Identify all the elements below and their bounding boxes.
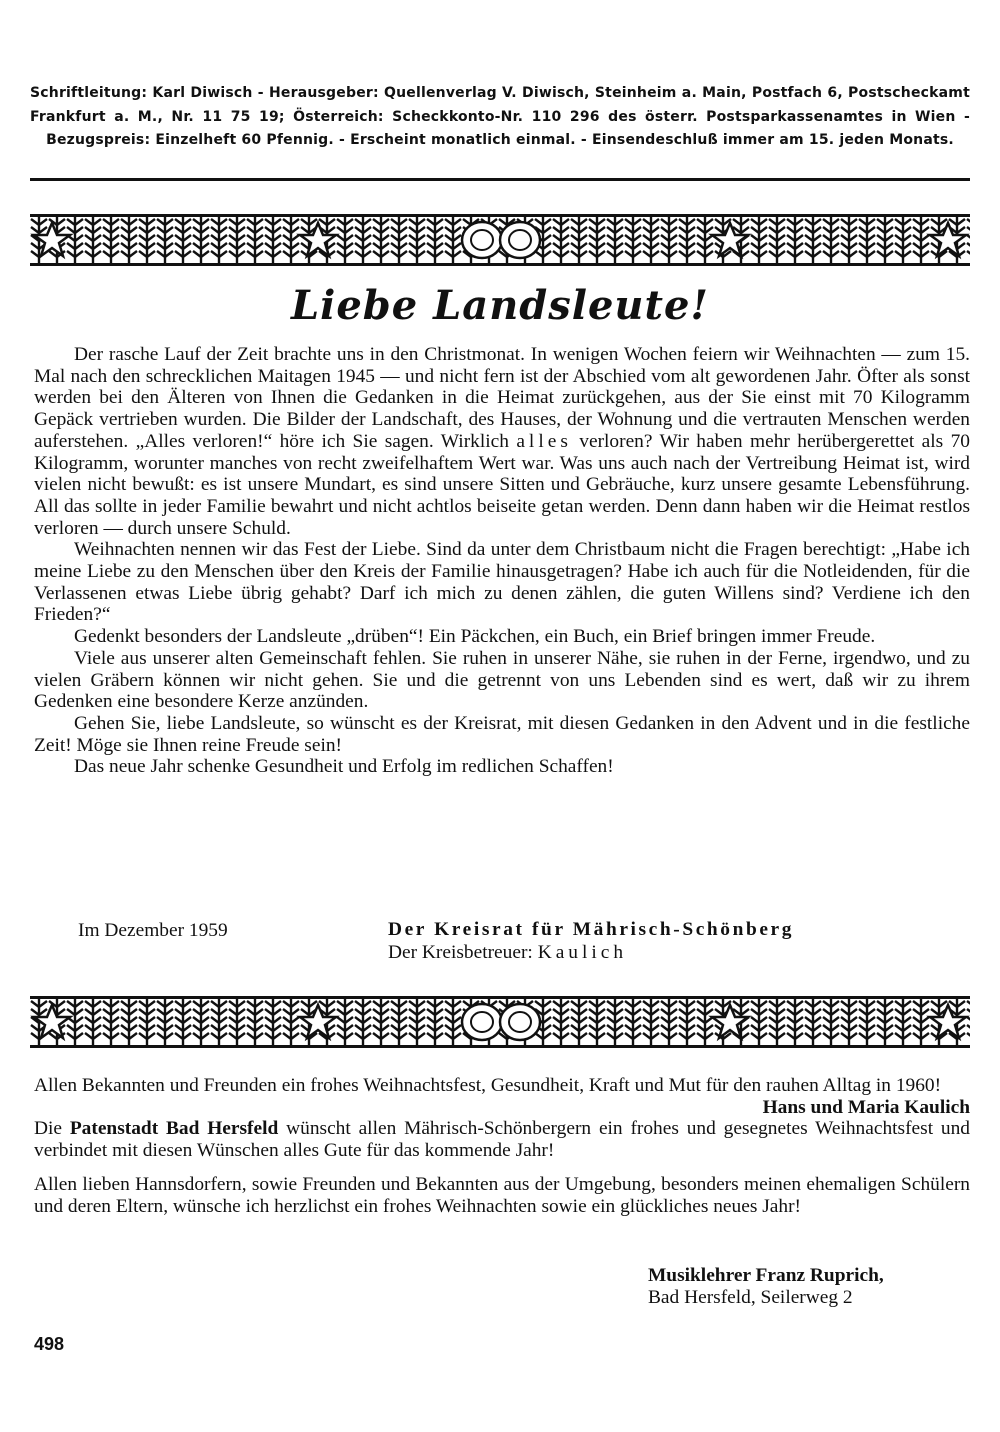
letter-heading: Liebe Landsleute! (291, 282, 709, 329)
page-number: 498 (34, 1334, 65, 1354)
letter-paragraph: Gedenkt besonders der Landsleute „drüben“! Ein Päckchen, ein Buch, ein Brief bringen immer Freude. (74, 626, 876, 648)
ornament-band-top (30, 214, 970, 266)
letter-body (34, 344, 970, 778)
greeting-signature: Hans und Maria Kaulich (762, 1096, 970, 1118)
masthead-imprint: Schriftleitung: Karl Diwisch - Herausgeber: Quellenverlag V. Diwisch, Steinheim a. Main, Postfach 6, Postscheckamt Frankfurt a. M., Nr. 11 75 19; Österreich: Scheckkonto-Nr. 110 296 des österr. Postsparkassenamtes in Wien - Bezugspreis: Einzelheft 60 Pfennig. - Erscheint monatlich einmal. - Einsendeschluß immer am 15. jeden Monats. (30, 85, 970, 148)
ornament-band-bottom (30, 996, 970, 1048)
letter-paragraph: Der rasche Lauf der Zeit brachte uns in den Christmonat. In wenigen Wochen feiern wir Weihnachten — zum 15. Mal nach den schrecklichen Maitagen 1945 — und nicht fern ist der Abschied vom alt gewordenen Jahr. Öfter als sonst werden bei den Älteren von Ihnen die Gedanken in die Heimat zurückgehen, aus der Sie einst mit 70 Kilogramm Gepäck vertrieben wurden. Die Bilder der Landschaft, des Hauses, der Wohnung und die vertrauten Menschen werden auferstehen. „Alles verloren!“ höre ich Sie sagen. Wirklich alles verloren? Wir haben mehr herübergerettet als 70 Kilogramm, worunter manches von recht zweifelhaftem Wert war. Was uns auch nach der Vertreibung Heimat ist, wird vielen nicht bewußt: es ist unsere Mundart, es sind unsere Sitten und Gebräuche, kurz unsere gesamte Lebensführung. All das sollte in jeder Familie bewahrt und nicht achtlos beiseite getan werden. Denn dann haben wir die Heimat restlos verloren — durch unsere Schuld. (34, 344, 970, 539)
letter-paragraph: Weihnachten nennen wir das Fest der Liebe. Sind da unter dem Christbaum nicht die Fragen berechtigt: „Habe ich meine Liebe zu den Menschen über den Kreis der Familie hinausgetragen? Habe ich auch für die Notleidenden, für die Verlassenen etwas Liebe übrig gehabt? Darf ich mich zu denen zählen, die guten Willens sind? Verdiene ich den Frieden?“ (34, 539, 970, 626)
greeting-item: Die Patenstadt Bad Hersfeld wünscht allen Mährisch-Schönbergern ein frohes und gesegnetes Weihnachtsfest und verbindet mit diesen Wünschen alles Gute für das kommende Jahr! (34, 1118, 970, 1162)
greeting-item: Allen Bekannten und Freunden ein frohes Weihnachtsfest, Gesundheit, Kraft und Mut für den rauhen Alltag in 1960! Hans und Maria Kaulich (34, 1075, 970, 1118)
letter-date: Im Dezember 1959 (78, 920, 228, 941)
christmas-ornament-icon (30, 217, 970, 263)
signature-role: Der Kreisbetreuer: Kaulich (388, 942, 628, 963)
letter-paragraph: Das neue Jahr schenke Gesundheit und Erfolg im redlichen Schaffen! (74, 756, 614, 778)
signature-name: Kaulich (537, 942, 628, 963)
signature-block (388, 918, 968, 964)
letter-paragraph: Viele aus unserer alten Gemeinschaft fehlen. Sie ruhen in unserer Nähe, sie ruhen in der Ferne, irgendwo, und zu vielen Gräbern können wir nicht gehen. Sie und die getrennt von uns Lebenden sind es wert, daß wir zu ihrem Gedenken eine besondere Kerze anzünden. (34, 647, 970, 713)
christmas-ornament-icon (30, 999, 970, 1045)
greetings-section (34, 1075, 970, 1217)
greeting-address: Bad Hersfeld, Seilerweg 2 (648, 1287, 853, 1308)
greeting-signature: Musiklehrer Franz Ruprich, (648, 1265, 884, 1286)
greeting-item: Allen lieben Hannsdorfern, sowie Freunden und Bekannten aus der Umgebung, besonders meinen ehemaligen Schülern und deren Eltern, wünsche ich herzlichst ein frohes Weihnachten sowie ein glückliches neues Jahr! (34, 1173, 970, 1217)
greeting-sender: Patenstadt Bad Hersfeld (69, 1118, 279, 1140)
top-rule (30, 178, 970, 181)
greeting-signature-block (648, 1265, 968, 1309)
letter-paragraph: Gehen Sie, liebe Landsleute, so wünscht es der Kreisrat, mit diesen Gedanken in den Advent und in die festliche Zeit! Möge sie Ihnen reine Freude sein! (34, 712, 970, 756)
signature-organization: Der Kreisrat für Mährisch-Schönberg (388, 919, 795, 940)
